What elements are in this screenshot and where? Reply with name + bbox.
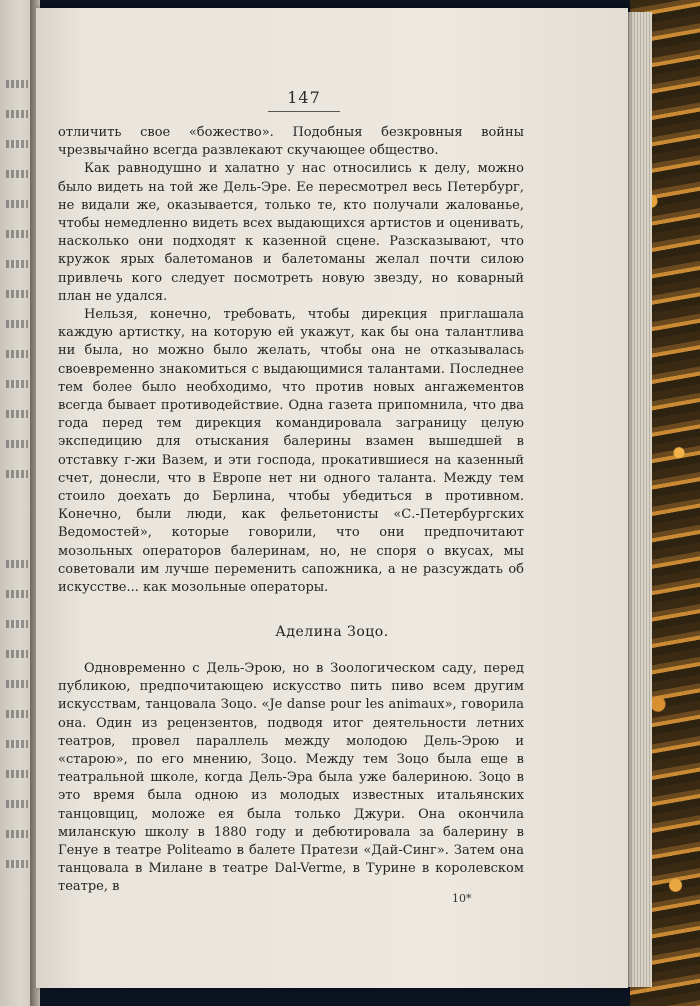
page-number-rule <box>268 111 340 112</box>
paragraph: отличить свое «божество». Подобныя безкровныя войны чрезвычайно всегда развлекают скучающее общество. <box>58 125 524 159</box>
text-block-section <box>58 660 524 897</box>
printer-signature: 10* <box>452 892 472 905</box>
page-number: 147 <box>287 88 321 107</box>
page-block-edges <box>626 12 652 987</box>
section-heading: Аделина Зоцо. <box>275 624 389 640</box>
paragraph: Нельзя, конечно, требовать, чтобы дирекция приглашала каждую артистку, на которую ей укажут, как бы она талантлива ни была, но можно было желать, чтобы она не отказывалась своевременно знакомиться с выдающимися талантами. Последнее тем более было необходимо, что против новых ангажементов всегда бывает противодействие. Одна газета припомнила, что два года перед тем дирекция командировала заграницу целую экспедицию для отыскания балерины взамен вышедшей в отставку г-жи Вазем, и эти господа, прокатившиеся на казенный счет, донесли, что в Европе нет ни одного таланта. Между тем стоило доехать до Берлина, чтобы убедиться в противном. Конечно, были люди, как фельетонисты «С.-Петербургских Ведомостей», которые говорили, что они предпочитают мозольных операторов балеринам, но, не споря о вкусах, мы советовали им лучше переменить сапожника, а не разсуждать об искусстве... как мозольные операторы. <box>58 307 524 596</box>
text-block-main <box>58 124 524 597</box>
previous-page-edge <box>0 0 34 1006</box>
book-page <box>36 8 628 988</box>
paragraph: Одновременно с Дель-Эрою, но в Зоологическом саду, перед публикою, предпочитающею искусство пить пиво всем другим искусствам, танцовала Зоцо. «Je danse pour les animaux», говорила она. Один из рецензентов, подводя итог деятельности летних театров, провел параллель между молодою Дель-Эрою и «старою», по его мнению, Зоцо. Между тем Зоцо была еще в театральной школе, когда Дель-Эра была уже балериною. Зоцо в это время была одною из молодых известных итальянских танцовщиц, моложе ея была только Джури. Она окончила миланскую школу в 1880 году и дебютировала за балерину в Генуе в театре Politeamo в балете Пратези «Дай-Синг». Затем она танцовала в Милане в театре Dal-Verme, в Турине в королевском театре, в <box>58 661 524 895</box>
paragraph: Как равнодушно и халатно у нас относились к делу, можно было видеть на той же Дель-Эре. Ее пересмотрел весь Петербург, не видали же, оказывается, только те, кто получали жалованье, чтобы немедленно видеть всех выдающихся артистов и оценивать, насколько они подходят к казенной сцене. Разсказывают, что кружок ярых балетоманов и балетоманы желал почти силою привлечь кого следует посмотреть новую звезду, но коварный план не удался. <box>58 161 524 304</box>
